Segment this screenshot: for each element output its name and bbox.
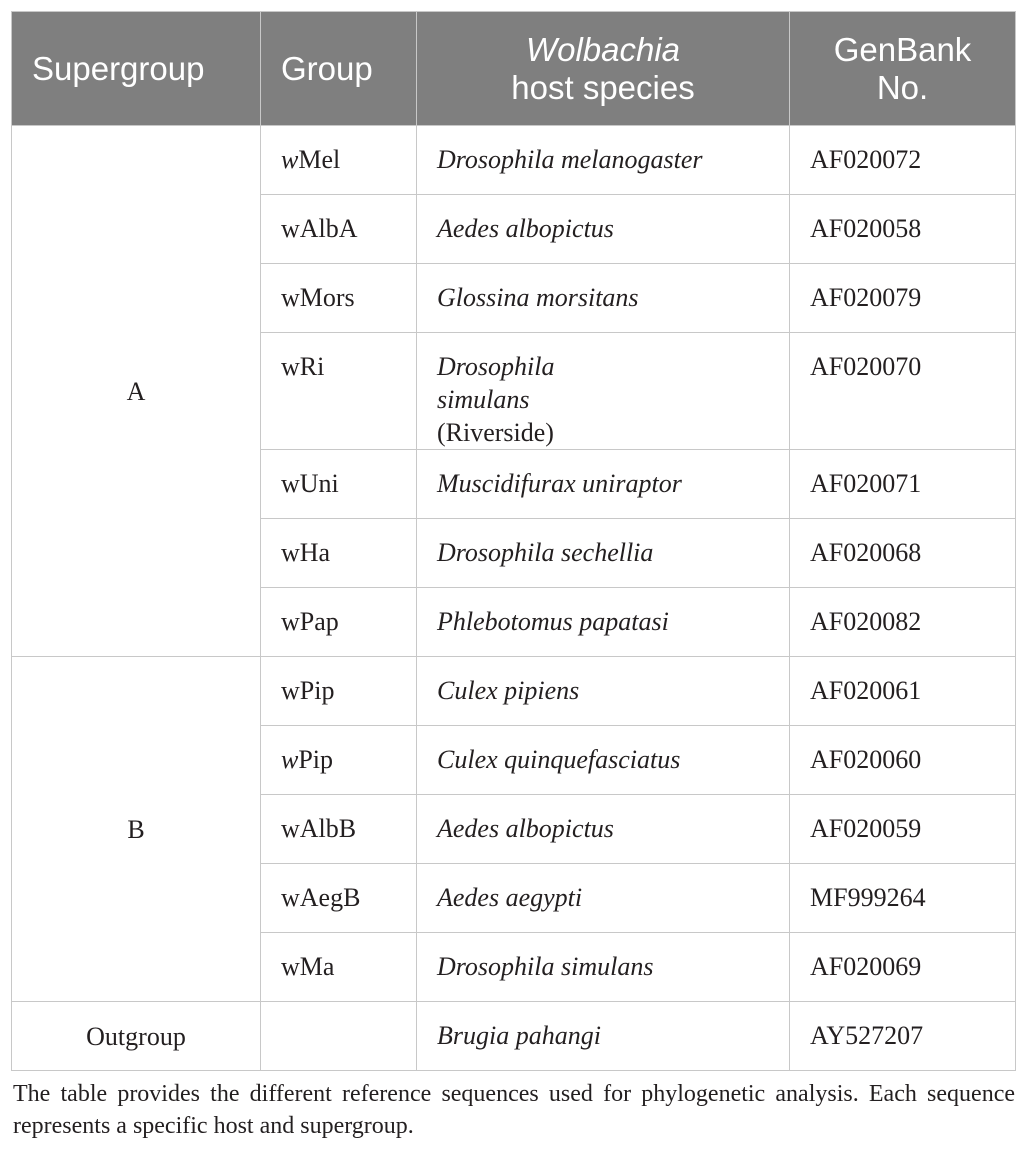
group-cell: wRi (261, 333, 417, 450)
genbank-cell: AF020082 (790, 588, 1016, 657)
group-cell (261, 1002, 417, 1071)
supergroup-a-cell: A (12, 126, 261, 657)
header-genbank-line1: GenBank (833, 30, 972, 68)
group-cell: wPap (261, 588, 417, 657)
reference-sequences-table (11, 11, 1016, 1071)
group-cell: wPip (261, 657, 417, 726)
host-species-cell: Drosophila sechellia (417, 519, 790, 588)
group-cell: wPip (261, 726, 417, 795)
genbank-cell: AF020071 (790, 450, 1016, 519)
table-row (12, 126, 1016, 195)
host-species-cell: Aedes albopictus (417, 195, 790, 264)
host-species-cell: Phlebotomus papatasi (417, 588, 790, 657)
table-row (12, 657, 1016, 726)
header-supergroup: Supergroup (12, 12, 261, 126)
header-host-species-rest: host species (511, 68, 695, 106)
group-cell: wAlbB (261, 795, 417, 864)
group-cell: wMel (261, 126, 417, 195)
genbank-cell: AF020059 (790, 795, 1016, 864)
supergroup-b-cell: B (12, 657, 261, 1002)
header-host-species (417, 12, 790, 126)
group-cell: wAlbA (261, 195, 417, 264)
supergroup-outgroup-cell: Outgroup (12, 1002, 261, 1071)
header-genbank (790, 12, 1016, 126)
host-species-cell: Glossina morsitans (417, 264, 790, 333)
table-row (12, 1002, 1016, 1071)
host-species-cell: Culex pipiens (417, 657, 790, 726)
genbank-cell: AF020058 (790, 195, 1016, 264)
genbank-cell: AF020069 (790, 933, 1016, 1002)
genbank-cell: MF999264 (790, 864, 1016, 933)
genbank-cell: AF020072 (790, 126, 1016, 195)
host-species-cell: Muscidifurax uniraptor (417, 450, 790, 519)
host-species-cell: Aedes aegypti (417, 864, 790, 933)
table-footnote: The table provides the different reference sequences used for phylogenetic analysis. Each sequence represents a specific host and supergroup. (13, 1081, 1015, 1139)
genbank-cell: AY527207 (790, 1002, 1016, 1071)
host-species-cell: Drosophila melanogaster (417, 126, 790, 195)
genbank-cell: AF020060 (790, 726, 1016, 795)
host-species-cell: Aedes albopictus (417, 795, 790, 864)
genbank-cell: AF020079 (790, 264, 1016, 333)
header-host-species-genus: Wolbachia (525, 30, 681, 68)
host-species-cell: Drosophila simulans (Riverside) (417, 333, 790, 450)
group-cell: wMa (261, 933, 417, 1002)
host-species-cell: Culex quinquefasciatus (417, 726, 790, 795)
header-row (12, 12, 1016, 126)
genbank-cell: AF020068 (790, 519, 1016, 588)
genbank-cell: AF020061 (790, 657, 1016, 726)
header-genbank-line2: No. (876, 68, 929, 106)
group-cell: wMors (261, 264, 417, 333)
host-species-cell: Brugia pahangi (417, 1002, 790, 1071)
host-species-cell: Drosophila simulans (417, 933, 790, 1002)
group-cell: wAegB (261, 864, 417, 933)
group-cell: wUni (261, 450, 417, 519)
genbank-cell: AF020070 (790, 333, 1016, 450)
header-group: Group (261, 12, 417, 126)
group-cell: wHa (261, 519, 417, 588)
